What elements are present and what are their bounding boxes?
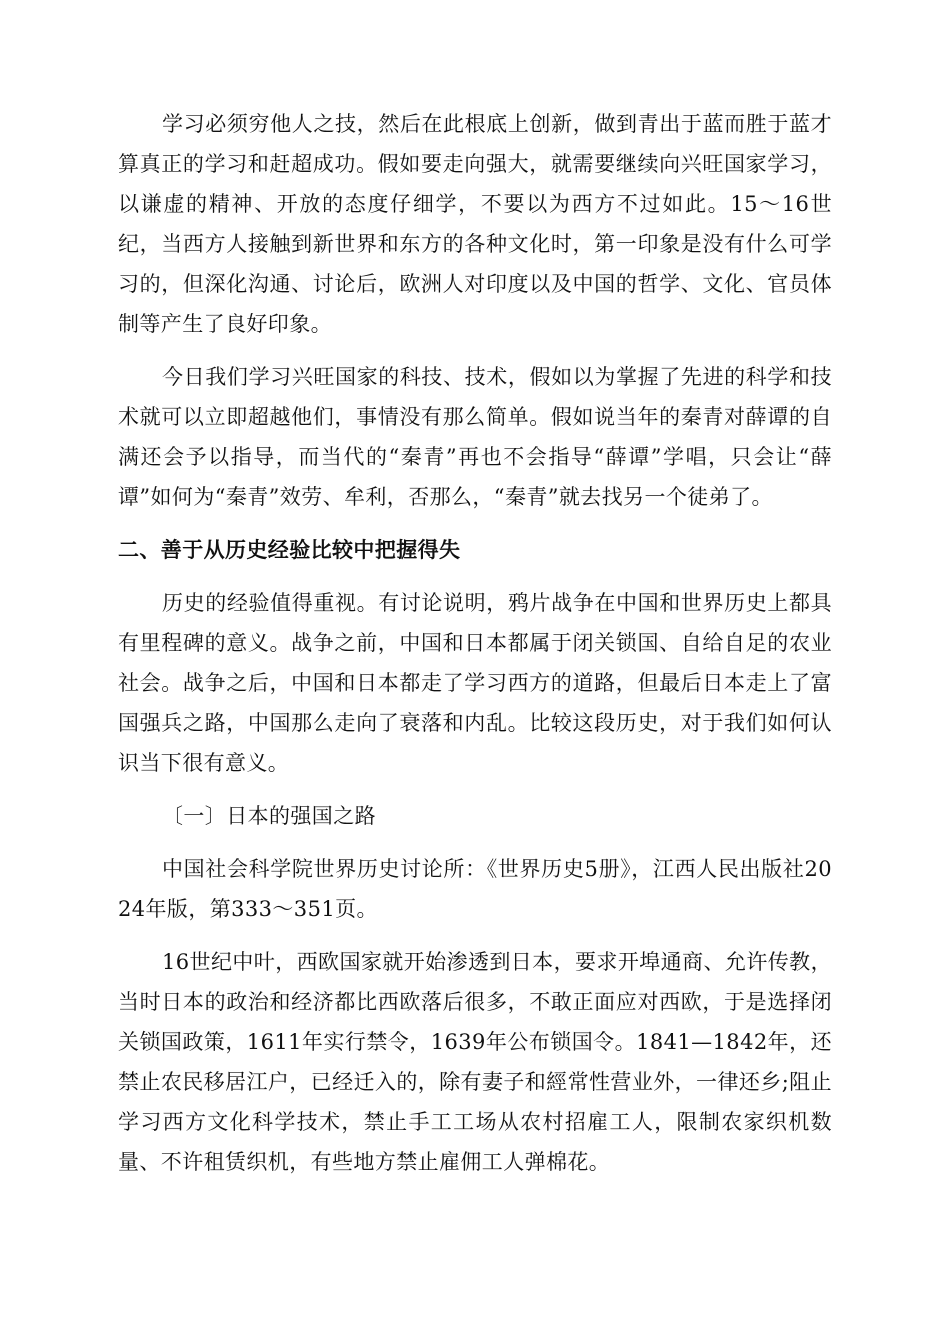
paragraph-learning: 学习必须穷他人之技，然后在此根底上创新，做到青出于蓝而胜于蓝才算真正的学习和赶超成功。假如要走向强大，就需要继续向兴旺国家学习，以谦虚的精神、开放的态度仔细学，不要以为西方不过如此。15～16世纪，当西方人接触到新世界和东方的各种文化时，第一印象是没有什么可学习的，但深化沟通、讨论后，欧洲人对印度以及中国的哲学、文化、官员体制等产生了良好印象。	[118, 112, 832, 336]
document-page	[118, 104, 832, 1195]
paragraph-qinqing: 今日我们学习兴旺国家的科技、技术，假如以为掌握了先进的科学和技术就可以立即超越他们，事情没有那么简单。假如说当年的秦青对薛谭的自满还会予以指导，而当代的“秦青”再也不会指导“薛谭”学唱，只会让“薛谭”如何为“秦青”效劳、牟利，否那么，“秦青”就去找另一个徒弟了。	[118, 365, 832, 509]
citation: 中国社会科学院世界历史讨论所：《世界历史5册》，江西人民出版社2024年版，第333～351页。	[118, 857, 832, 921]
section-heading: 二、善于从历史经验比较中把握得失	[118, 538, 461, 562]
paragraph-history: 历史的经验值得重视。有讨论说明，鸦片战争在中国和世界历史上都具有里程碑的意义。战争之前，中国和日本都属于闭关锁国、自给自足的农业社会。战争之后，中国和日本都走了学习西方的道路，但最后日本走上了富国强兵之路，中国那么走向了衰落和内乱。比较这段历史，对于我们如何认识当下很有意义。	[118, 591, 832, 775]
sub-heading: 〔一〕日本的强国之路	[162, 804, 376, 828]
paragraph-japan: 16世纪中叶，西欧国家就开始渗透到日本，要求开埠通商、允许传教，当时日本的政治和经济都比西欧落后很多，不敢正面应对西欧，于是选择闭关锁国政策，1611年实行禁令，1639年公布锁国令。1841—1842年，还禁止农民移居江户，已经迁入的，除有妻子和經常性营业外，一律还乡;阻止学习西方文化科学技术，禁止手工工场从农村招雇工人，限制农家织机数量、不许租赁织机，有些地方禁止雇佣工人弹棉花。	[118, 950, 832, 1174]
